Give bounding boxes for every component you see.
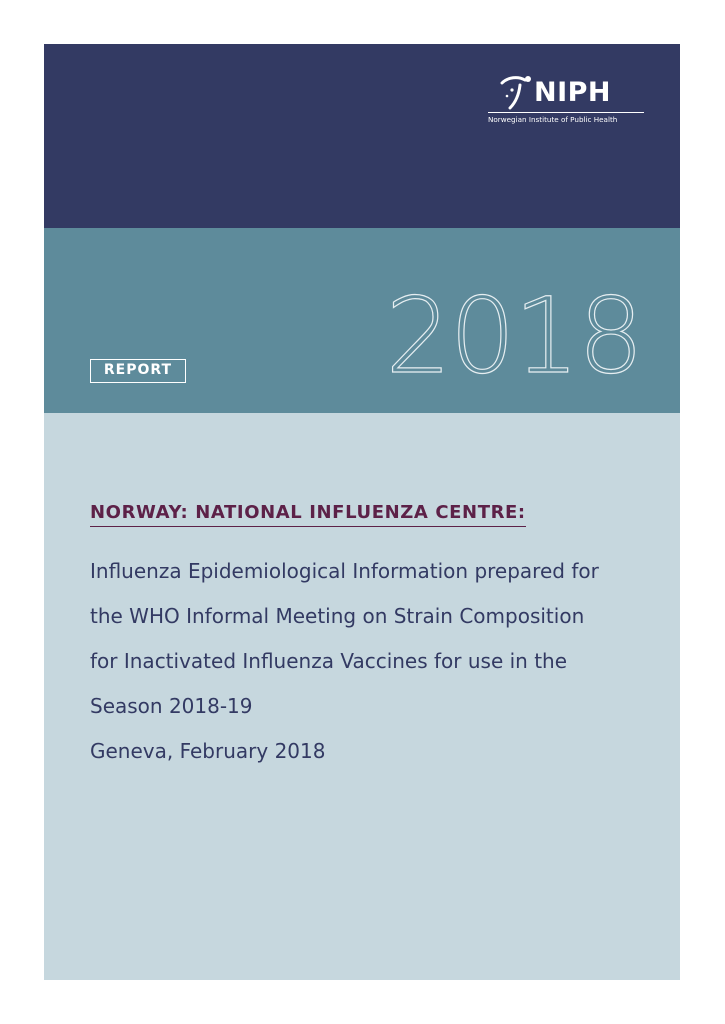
- report-type-label: REPORT: [90, 359, 186, 383]
- niph-logo: [488, 74, 648, 128]
- logo-divider: [488, 112, 644, 113]
- report-cover: [44, 44, 680, 980]
- subtitle-line: Geneva, February 2018: [90, 739, 326, 763]
- subtitle-line: Influenza Epidemiological Information prepared for: [90, 559, 599, 583]
- report-year: 2018: [385, 275, 642, 397]
- subtitle-line: the WHO Informal Meeting on Strain Composition: [90, 604, 585, 628]
- niph-full-name: Norwegian Institute of Public Health: [488, 115, 618, 124]
- cover-top-band: [44, 44, 680, 228]
- report-subtitle: [90, 549, 650, 774]
- subtitle-line: for Inactivated Influenza Vaccines for use in the: [90, 649, 568, 673]
- subtitle-line: Season 2018-19: [90, 694, 253, 718]
- niph-wordmark: NIPH: [534, 77, 612, 108]
- report-heading: NORWAY: NATIONAL INFLUENZA CENTRE:: [90, 500, 526, 527]
- niph-logo-icon: [498, 74, 534, 114]
